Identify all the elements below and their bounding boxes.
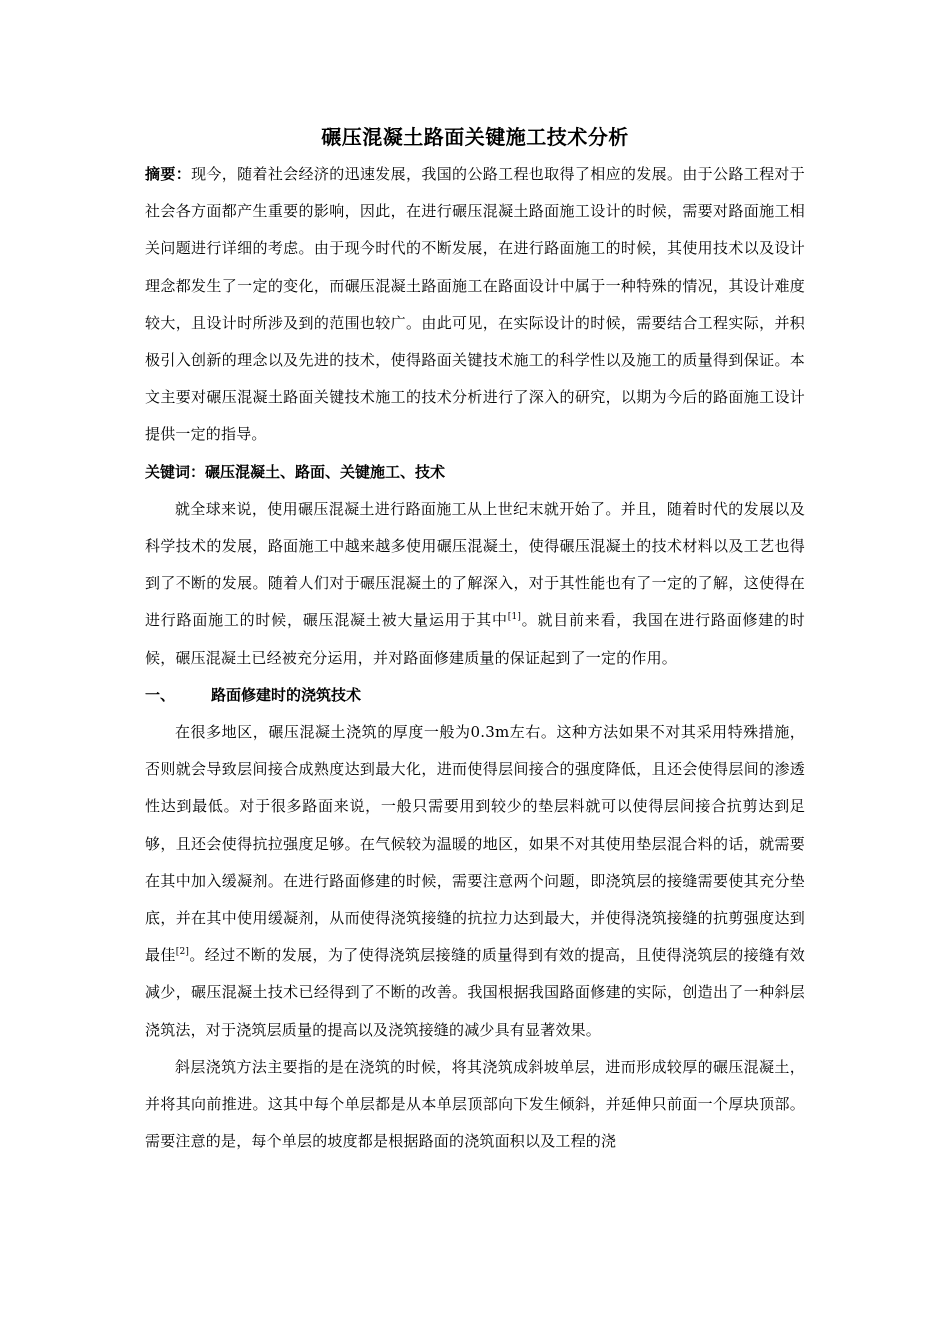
citation-ref-2: [2] <box>175 947 190 958</box>
section-para1-before: 在很多地区，碾压混凝土浇筑的厚度一般为0.3m左右。这种方法如果不对其采用特殊措施，否则就会导致层间接合成熟度达到最大化，进而使得层间接合的强度降低，且还会使得层间的渗透性达到最低。对于很多路面来说，一般只需要用到较少的垫层料就可以使得层间接合抗剪达到足够，且还会使得抗拉强度足够。在气候较为温暖的地区，如果不对其使用垫层混合料的话，就需要在其中加入缓凝剂。在进行路面修建的时候，需要注意两个问题，即浇筑层的接缝需要使其充分垫底，并在其中使用缓凝剂，从而使得浇筑接缝的抗拉力达到最大，并使得浇筑接缝的抗剪强度达到最佳 <box>145 723 805 965</box>
keywords-text: 碾压混凝土、路面、关键施工、技术 <box>205 462 446 481</box>
intro-text-before: 就全球来说，使用碾压混凝土进行路面施工从上世纪末就开始了。并且，随着时代的发展以及科学技术的发展，路面施工中越来越多使用碾压混凝土，使得碾压混凝土的技术材料以及工艺也得到了不断的发展。随着人们对于碾压混凝土的了解深入，对于其性能也有了一定的了解，这使得在进行路面施工的时候，碾压混凝土被大量运用于其中 <box>145 499 805 630</box>
section-number: 一、 <box>145 685 176 704</box>
keywords-line <box>145 454 805 491</box>
intro-paragraph <box>145 491 805 677</box>
section-paragraph-2: 斜层浇筑方法主要指的是在浇筑的时候，将其浇筑成斜坡单层，进而形成较厚的碾压混凝土，并将其向前推进。这其中每个单层都是从本单层顶部向下发生倾斜，并延伸只前面一个厚块顶部。需要注意的是，每个单层的坡度都是根据路面的浇筑面积以及工程的浇 <box>145 1057 805 1151</box>
intro-text-after: 。就目前来看，我国在进行路面修建的时候，碾压混凝土已经被充分运用，并对路面修建质量的保证起到了一定的作用。 <box>145 611 805 667</box>
section-title: 路面修建时的浇筑技术 <box>211 685 362 704</box>
section-heading <box>145 677 805 714</box>
abstract-paragraph <box>145 156 805 454</box>
abstract-text: 现今，随着社会经济的迅速发展，我国的公路工程也取得了相应的发展。由于公路工程对于社会各方面都产生重要的影响，因此，在进行碾压混凝土路面施工设计的时候，需要对路面施工相关问题进行详细的考虑。由于现今时代的不断发展，在进行路面施工的时候，其使用技术以及设计理念都发生了一定的变化，而碾压混凝土路面施工在路面设计中属于一种特殊的情况，其设计难度较大，且设计时所涉及到的范围也较广。由此可见，在实际设计的时候，需要结合工程实际，并积极引入创新的理念以及先进的技术，使得路面关键技术施工的科学性以及施工的质量得到保证。本文主要对碾压混凝土路面关键技术施工的技术分析进行了深入的研究，以期为今后的路面施工设计提供一定的指导。 <box>145 165 805 444</box>
section-para1-after: 。经过不断的发展，为了使得浇筑层接缝的质量得到有效的提高，且使得浇筑层的接缝有效减少，碾压混凝土技术已经得到了不断的改善。我国根据我国路面修建的实际，创造出了一种斜层浇筑法，对于浇筑层质量的提高以及浇筑接缝的减少具有显著效果。 <box>145 946 805 1039</box>
document-title: 碾压混凝土路面关键施工技术分析 <box>321 125 629 149</box>
abstract-label: 摘要： <box>145 165 192 183</box>
section-paragraph-1 <box>145 714 805 1049</box>
keywords-label: 关键词： <box>145 462 206 481</box>
citation-ref-1: [1] <box>507 612 522 623</box>
document-page <box>145 118 805 1160</box>
